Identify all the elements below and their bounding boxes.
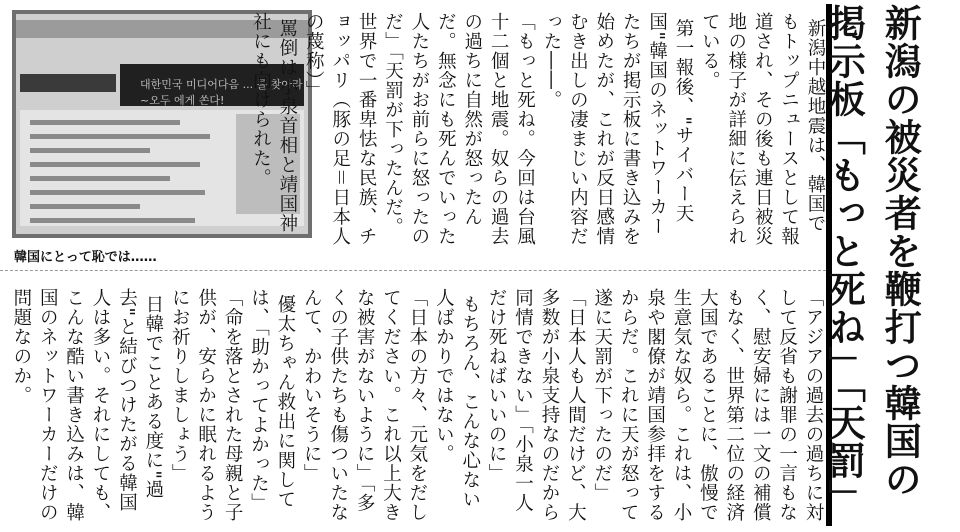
- list-line: [30, 190, 205, 195]
- lower-article-area: [0, 288, 826, 524]
- list-line: [30, 120, 180, 125]
- list-line: [30, 148, 150, 153]
- upper-article-text: 新潟中越地震は、韓国でもトップニュースとして報道され、その後も連日被災地の様子が詳細に伝えられている。 第一報後、"サイバー天国"韓国のネットワーカーたちが掲示板に書き込みを始めたが、これが反日感情むき出しの凄まじい内容だった――。 「もっと死ね。今回は台風十二個と地震。奴らの過去の過ちに自然が怒ったんだ。無念にも死んでいった人たちがお前らに怒ったのだ」「天罰が下ったんだ。世界で一番卑怯な民族、チョッパリ（豚の足＝日本人の蔑称）」 罵倒は小泉首相と靖国神社にも向けられた。: [250, 12, 826, 247]
- list-line: [30, 162, 200, 167]
- upper-article-area: [250, 12, 828, 250]
- lower-article-text: 「アジアの過去の過ちに対して反省も謝罪の一言もなく、慰安婦には一文の補償もなく、世界第二位の経済大国であることに、傲慢で生意気な奴ら。これは、小泉や閣僚が靖国参拝をするからだ。これに天が怒って遂に天罰が下ったのだ」「日本人も人間だけど、大多数が小泉支持なのだから同情できない」「小泉一人だけ死ねばいいのに」 もちろん、こんな心ない人ばかりではない。 「日本の方々、元気をだしてください。これ以上大きな被害がないように」「多くの子供たちも傷ついたなんて、かわいそうに」 優太ちゃん救出に関しては、「助かってよかった」「命を落とされた母親と子供が、安らかに眠れるようにお祈りしましょう」 日韓でことある度に"過去"と結びつけたがる韓国人は多い。それにしても、こんな酷い書き込みは、韓国のネットワーカーだけの問題なのか。: [10, 288, 824, 522]
- headline-box: [822, 4, 952, 526]
- list-line: [30, 204, 140, 209]
- section-divider: [0, 270, 826, 271]
- banner-text: 대한민국 미디어다음 ... 를 찾아라~오두 에게 쏜다!: [140, 78, 303, 107]
- list-line: [30, 134, 210, 139]
- photo-caption: 韓国にとって恥では……: [14, 250, 157, 265]
- site-logo: [20, 74, 116, 92]
- list-line: [30, 218, 195, 223]
- headline: 新潟の被災者を鞭打つ韓国の 掲示板「もっと死ね」「天罰」: [822, 4, 922, 518]
- list-line: [30, 176, 170, 181]
